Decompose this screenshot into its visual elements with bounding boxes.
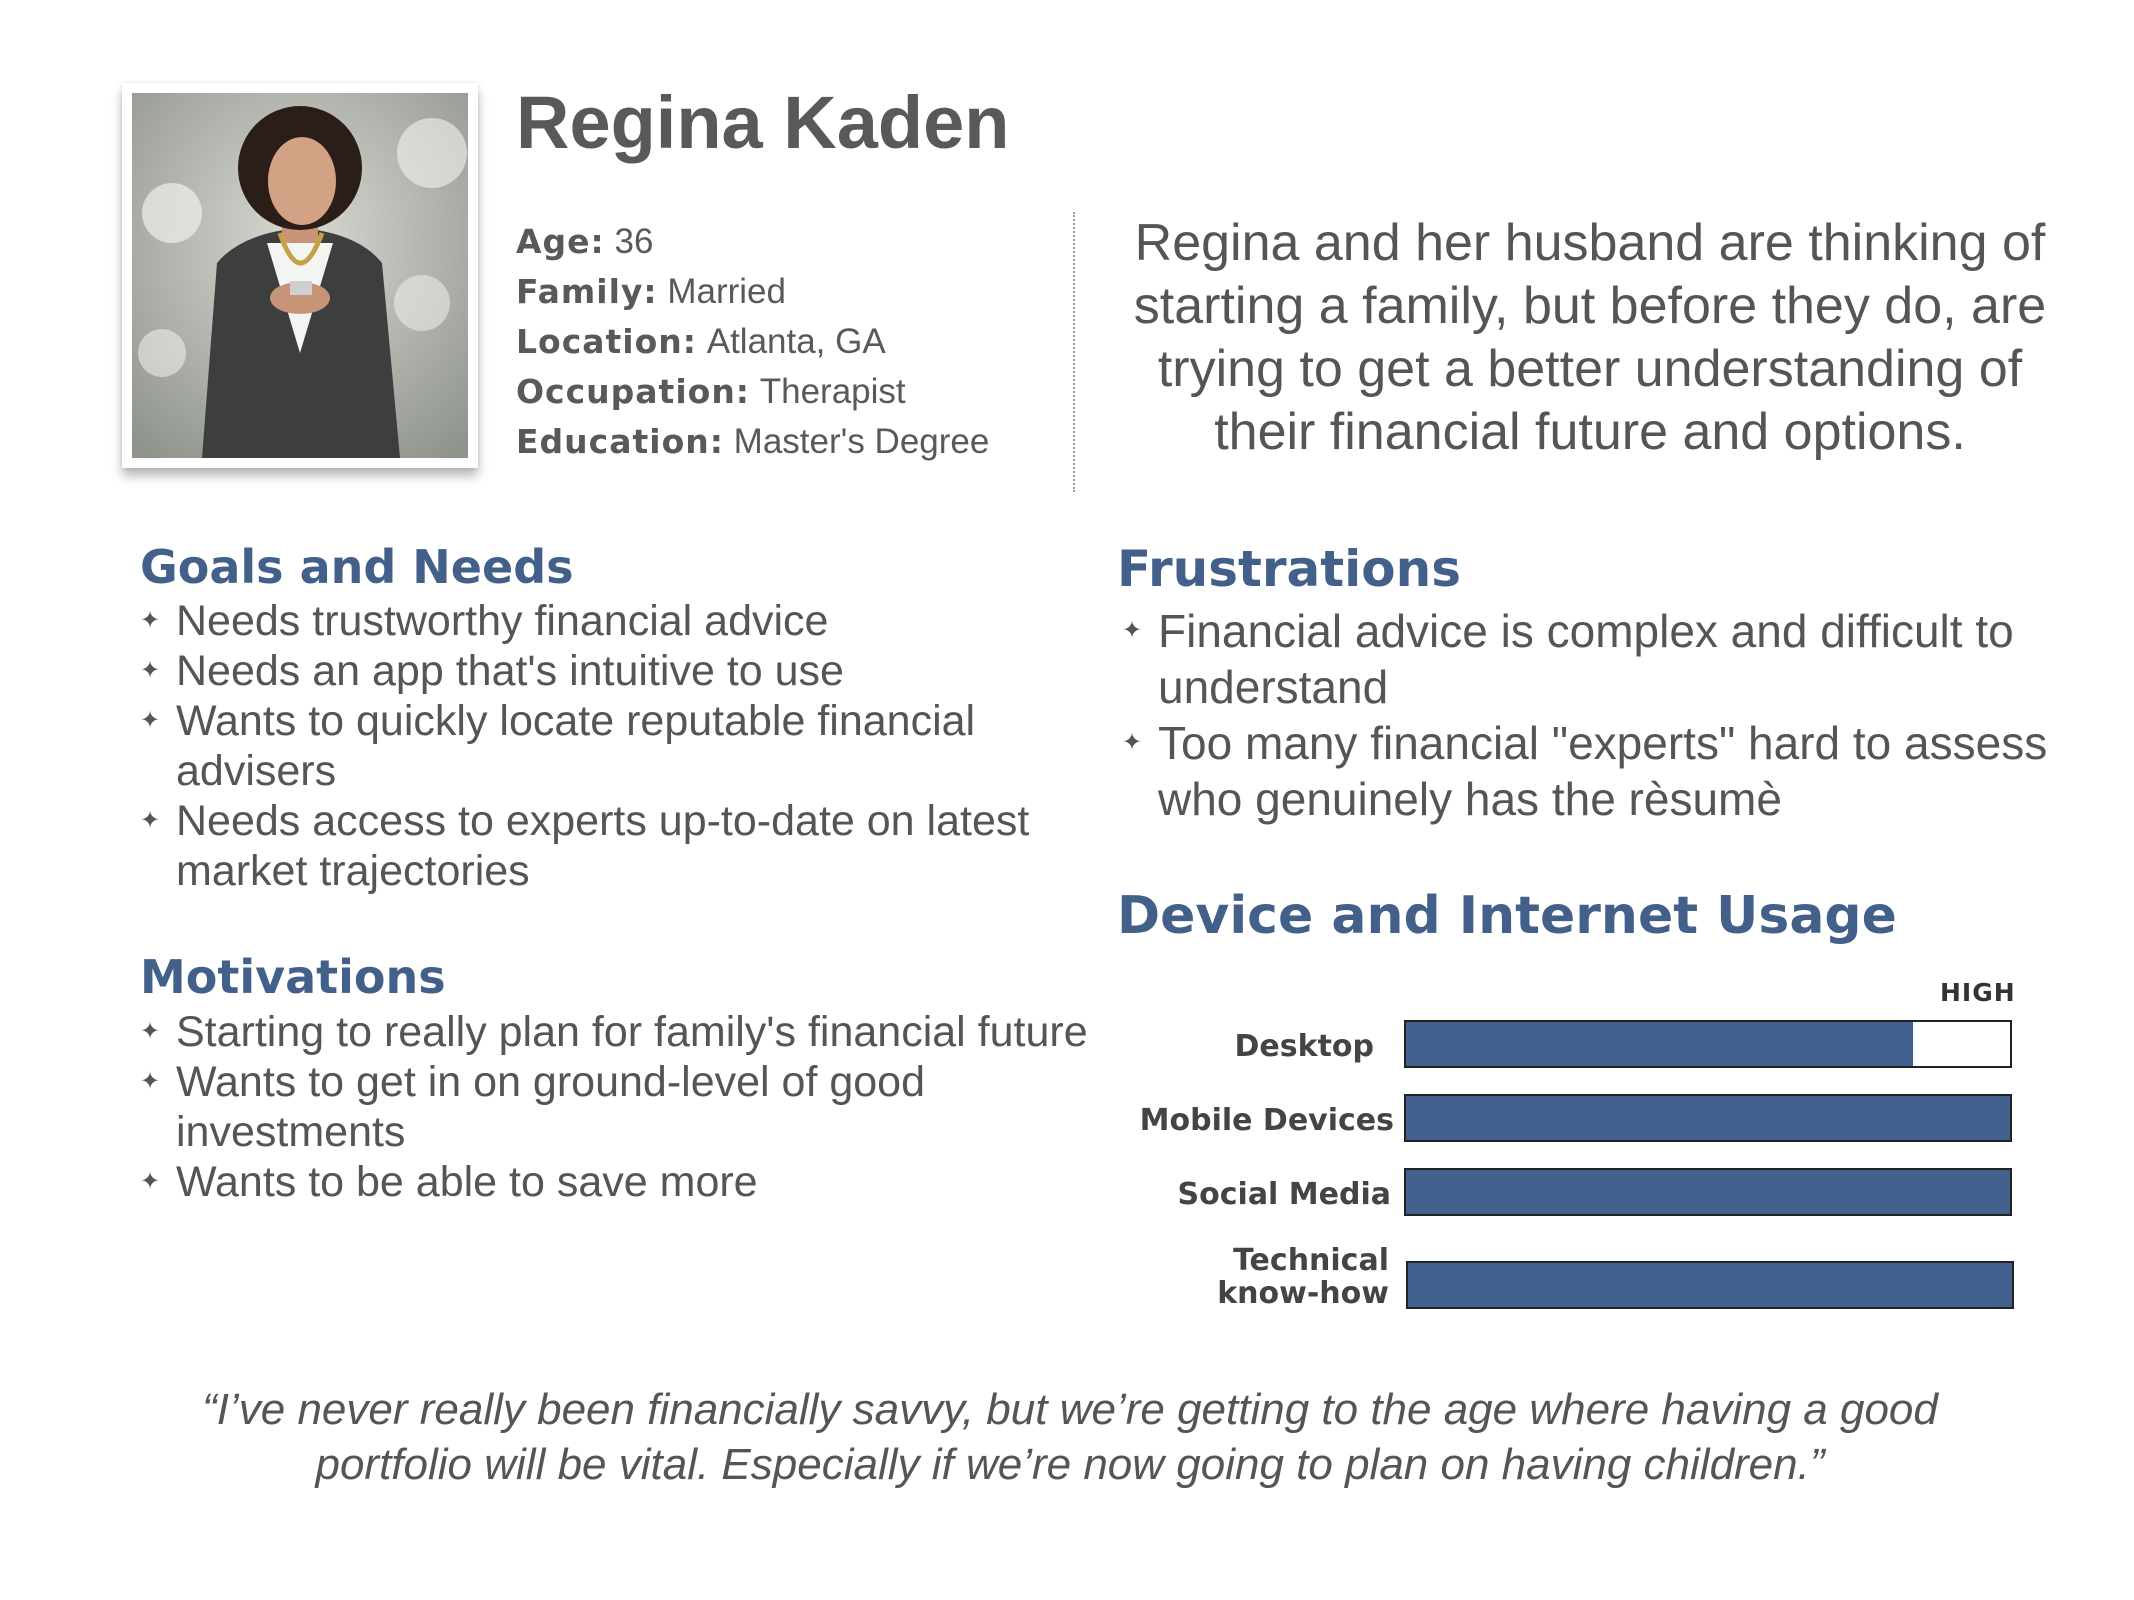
frustrations-list [1122, 603, 2118, 827]
demographic-family [516, 272, 786, 312]
demographic-label: Education: [516, 422, 724, 461]
star-bullet-icon: ✦ [140, 707, 161, 734]
list-item: ✦ Financial advice is complex and difficult to understand [1122, 605, 2014, 713]
motivations-heading: Motivations [140, 950, 446, 1004]
list-item: ✦ Needs an app that's intuitive to use [140, 647, 844, 695]
usage-fill [1408, 1263, 2012, 1307]
list-item: ✦ Starting to really plan for family's financial future [140, 1008, 1088, 1056]
list-item: ✦ Wants to get in on ground-level of good investments [140, 1058, 925, 1156]
usage-label-mobile-devices: Mobile Devices [1139, 1103, 1394, 1138]
list-item: ✦ Wants to quickly locate reputable financial advisers [140, 697, 976, 795]
usage-bar-mobile-devices [1404, 1094, 2012, 1142]
usage-label-line: know-how [1217, 1276, 1389, 1311]
demographic-value: Master's Degree [733, 422, 990, 461]
list-item: ✦ Needs trustworthy financial advice [140, 597, 829, 645]
persona-quote: “I’ve never really been financially savvy, but we’re getting to the age where having a good portfolio will be vital. Especially if we’re now going to plan on having children.” [202, 1385, 1938, 1489]
usage-heading: Device and Internet Usage [1117, 886, 1897, 946]
usage-bar-social-media [1404, 1168, 2012, 1216]
usage-fill [1406, 1022, 1913, 1066]
star-bullet-icon: ✦ [140, 1018, 161, 1045]
demographic-label: Age: [516, 222, 605, 261]
star-bullet-icon: ✦ [140, 607, 161, 634]
demographic-age [516, 222, 653, 262]
persona-name: Regina Kaden [516, 81, 1010, 164]
list-item: ✦ Too many financial "experts" hard to assess who genuinely has the rèsumè [1122, 717, 2048, 825]
demographic-education [516, 422, 989, 462]
usage-label-technical-know-how [1217, 1244, 1389, 1310]
persona-bio: Regina and her husband are thinking of starting a family, but before they do, are trying to get a better understanding of their financial future and options. [1133, 214, 2047, 461]
vertical-divider [1073, 212, 1075, 492]
list-item: ✦ Needs access to experts up-to-date on latest market trajectories [140, 797, 1030, 895]
motivations-list [140, 1007, 1096, 1207]
usage-bar-desktop [1404, 1020, 2012, 1068]
usage-label-desktop: Desktop [1234, 1029, 1374, 1064]
person-portrait-icon [132, 93, 468, 458]
list-item: ✦ Wants to be able to save more [140, 1158, 758, 1206]
demographic-occupation [516, 372, 906, 412]
demographic-label: Occupation: [516, 372, 751, 411]
star-bullet-icon: ✦ [140, 657, 161, 684]
demographic-value: Atlanta, GA [706, 322, 886, 361]
demographic-value: Married [667, 272, 786, 311]
demographic-label: Location: [516, 322, 697, 361]
goals-list [140, 596, 1096, 896]
star-bullet-icon: ✦ [140, 1068, 161, 1095]
usage-label-line: Technical [1233, 1243, 1389, 1278]
star-bullet-icon: ✦ [1122, 617, 1143, 644]
usage-fill [1406, 1096, 2010, 1140]
demographic-value: 36 [614, 222, 654, 261]
star-bullet-icon: ✦ [140, 1168, 161, 1195]
usage-fill [1406, 1170, 2010, 1214]
demographic-label: Family: [516, 272, 658, 311]
demographic-location [516, 322, 886, 362]
profile-photo [122, 83, 478, 468]
usage-bar-technical-know-how [1406, 1261, 2014, 1309]
frustrations-heading: Frustrations [1117, 540, 1462, 598]
star-bullet-icon: ✦ [1122, 729, 1143, 756]
star-bullet-icon: ✦ [140, 807, 161, 834]
usage-scale-label: HIGH [1940, 978, 2016, 1007]
usage-label-social-media: Social Media [1177, 1177, 1391, 1212]
goals-heading: Goals and Needs [140, 540, 574, 594]
demographic-value: Therapist [759, 372, 906, 411]
